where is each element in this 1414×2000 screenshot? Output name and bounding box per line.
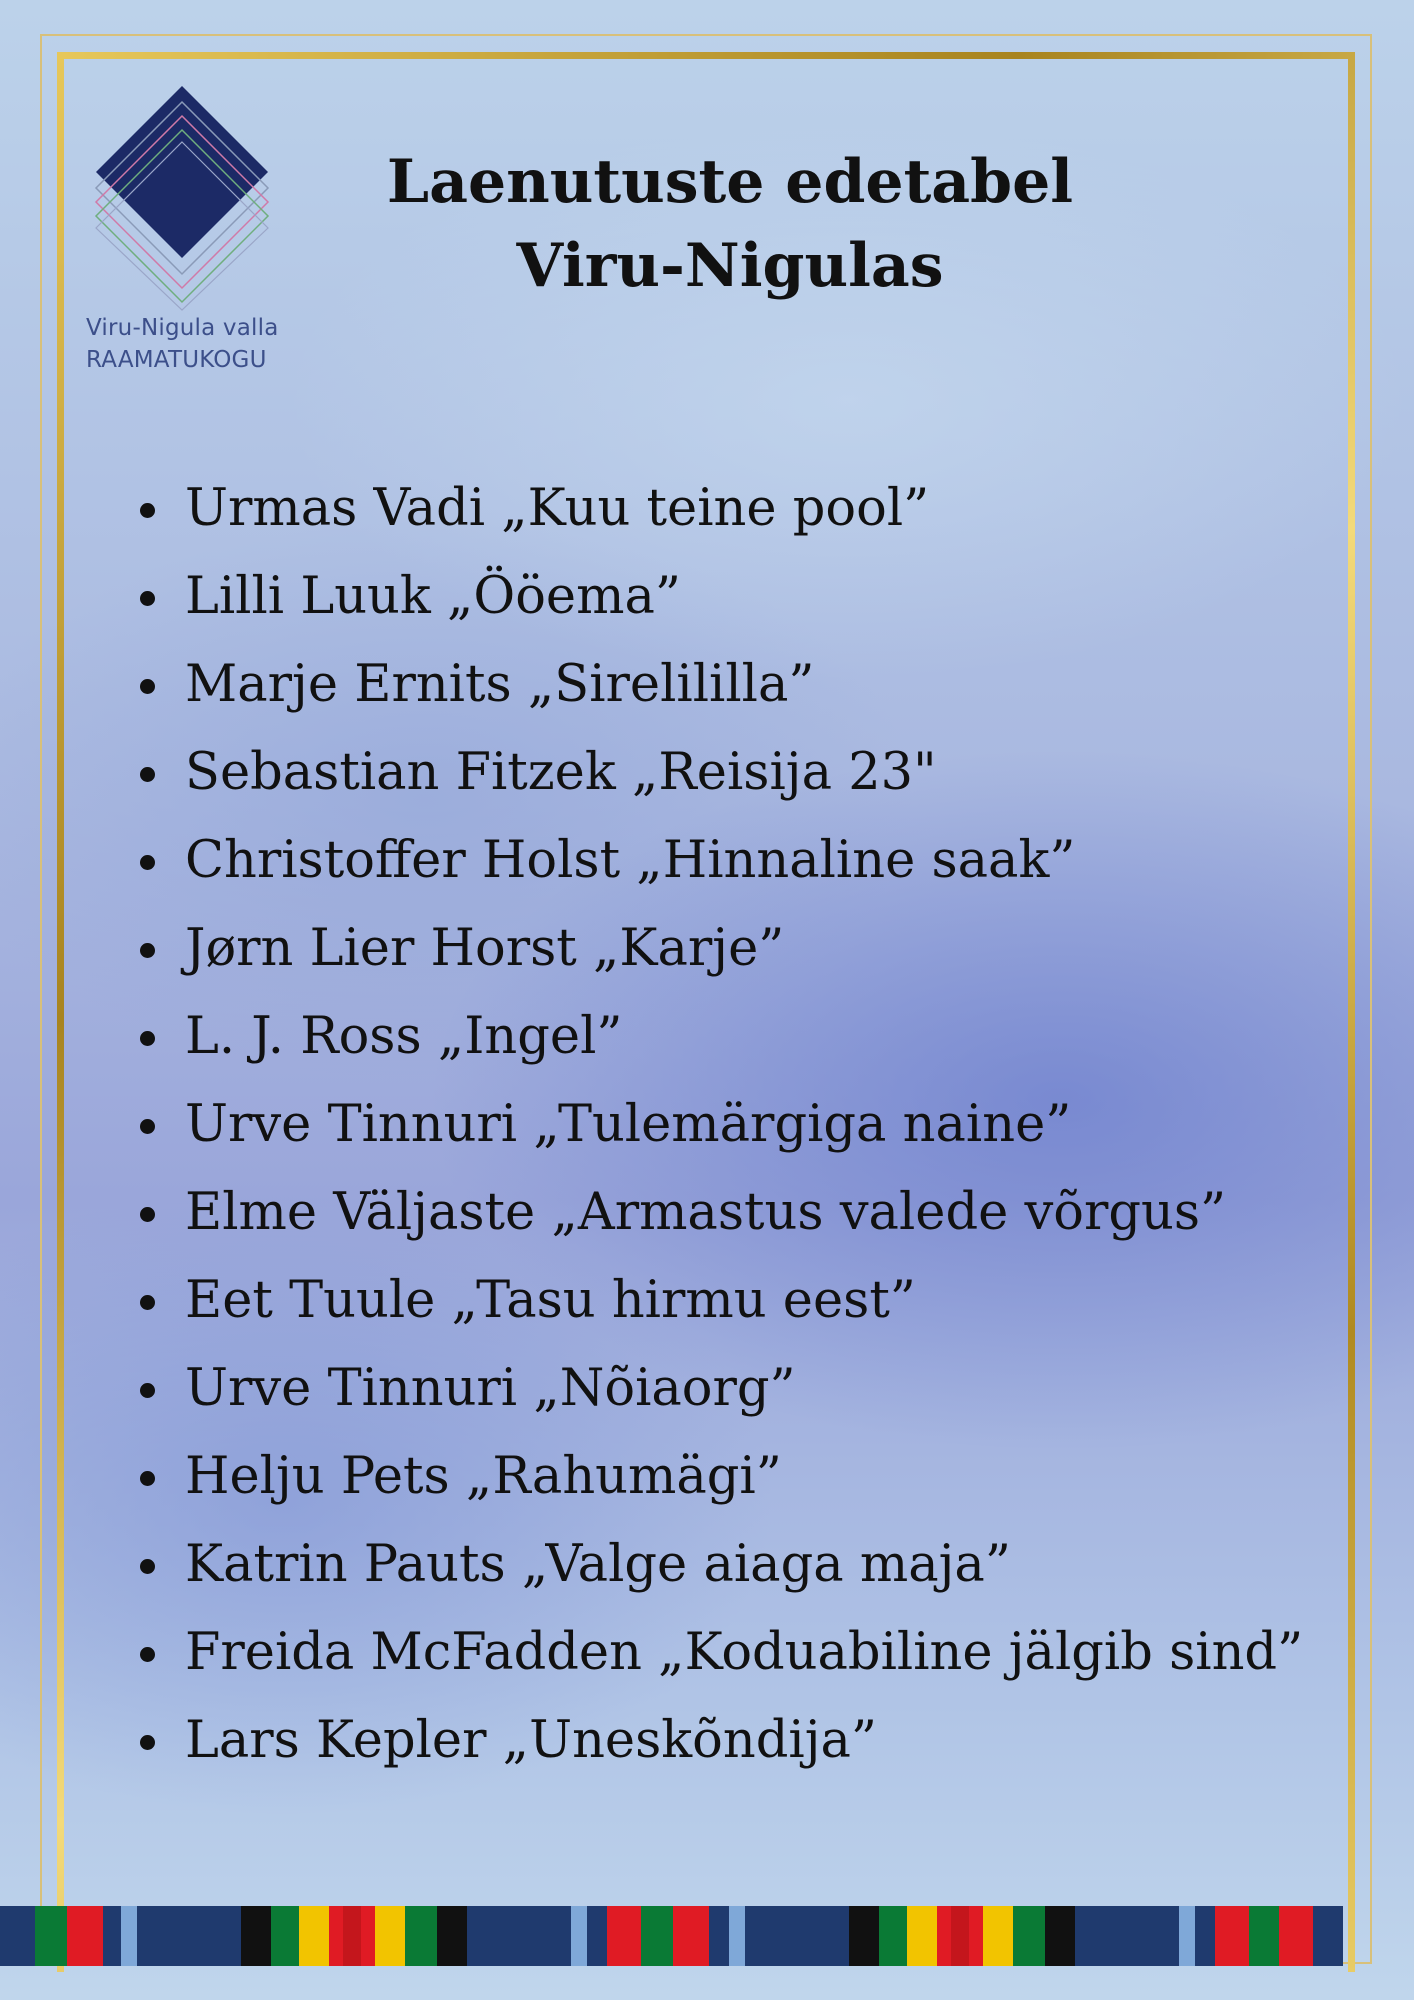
list-item xyxy=(130,1169,1350,1257)
stripe-segment xyxy=(67,1906,103,1966)
diamond-logo-icon xyxy=(80,82,310,312)
book-entry: Elme Väljaste „Armastus valede võrgus” xyxy=(185,1183,1227,1242)
stripe-segment xyxy=(1179,1906,1195,1966)
book-entry: Marje Ernits „Sirelililla” xyxy=(185,655,815,714)
book-entry: Urmas Vadi „Kuu teine pool” xyxy=(185,479,930,538)
stripe-segment xyxy=(1195,1906,1215,1966)
stripe-segment xyxy=(937,1906,951,1966)
library-logo xyxy=(80,82,310,382)
stripe-segment xyxy=(137,1906,241,1966)
stripe-segment xyxy=(1279,1906,1313,1966)
stripe-segment xyxy=(467,1906,571,1966)
bullet-icon xyxy=(140,1647,155,1662)
book-entry: Urve Tinnuri „Tulemärgiga naine” xyxy=(185,1095,1072,1154)
list-item xyxy=(130,1081,1350,1169)
stripe-segment xyxy=(35,1906,67,1966)
list-item xyxy=(130,729,1350,817)
stripe-segment xyxy=(271,1906,299,1966)
book-entry: Helju Pets „Rahumägi” xyxy=(185,1447,782,1506)
stripe-segment xyxy=(241,1906,271,1966)
bullet-icon xyxy=(140,855,155,870)
bullet-icon xyxy=(140,1559,155,1574)
bullet-icon xyxy=(140,503,155,518)
list-item xyxy=(130,1345,1350,1433)
book-entry: Eet Tuule „Tasu hirmu eest” xyxy=(185,1271,916,1330)
stripe-segment xyxy=(0,1906,35,1966)
list-item xyxy=(130,1609,1350,1697)
bullet-icon xyxy=(140,1383,155,1398)
stripe-segment xyxy=(849,1906,879,1966)
logo-line-2: RAAMATUKOGU xyxy=(86,347,267,373)
list-item xyxy=(130,641,1350,729)
stripe-segment xyxy=(343,1906,361,1966)
list-item xyxy=(130,553,1350,641)
title-line-1: Laenutuste edetabel xyxy=(386,147,1074,217)
book-entry: Freida McFadden „Koduabiline jälgib sind” xyxy=(185,1623,1304,1682)
book-entry: Jørn Lier Horst „Karje” xyxy=(185,919,785,978)
title-line-2: Viru-Nigulas xyxy=(516,231,944,301)
list-item xyxy=(130,993,1350,1081)
book-entry: L. J. Ross „Ingel” xyxy=(185,1007,623,1066)
bullet-icon xyxy=(140,1207,155,1222)
stripe-segment xyxy=(121,1906,137,1966)
stripe-segment xyxy=(1045,1906,1075,1966)
stripe-segment xyxy=(1313,1906,1343,1966)
stripe-segment xyxy=(907,1906,937,1966)
stripe-segment xyxy=(375,1906,405,1966)
stripe-segment xyxy=(879,1906,907,1966)
book-entry: Christoffer Holst „Hinnaline saak” xyxy=(185,831,1076,890)
stripe-segment xyxy=(587,1906,607,1966)
logo-line-1: Viru-Nigula valla xyxy=(86,315,279,341)
stripe-segment xyxy=(641,1906,673,1966)
bullet-icon xyxy=(140,1031,155,1046)
stripe-segment xyxy=(1249,1906,1279,1966)
stripe-segment xyxy=(969,1906,983,1966)
bullet-icon xyxy=(140,591,155,606)
stripe-segment xyxy=(571,1906,587,1966)
stripe-segment xyxy=(673,1906,709,1966)
bullet-icon xyxy=(140,1119,155,1134)
stripe-segment xyxy=(1215,1906,1249,1966)
stripe-segment xyxy=(951,1906,969,1966)
list-item xyxy=(130,1433,1350,1521)
logo-text xyxy=(86,312,316,376)
stripe-segment xyxy=(709,1906,729,1966)
stripe-segment xyxy=(983,1906,1013,1966)
stripe-segment xyxy=(1013,1906,1045,1966)
stripe-segment xyxy=(361,1906,375,1966)
book-entry: Lars Kepler „Uneskõndija” xyxy=(185,1711,877,1770)
page-title xyxy=(330,140,1130,308)
stripe-segment xyxy=(103,1906,121,1966)
book-entry: Sebastian Fitzek „Reisija 23" xyxy=(185,743,937,802)
book-entry: Lilli Luuk „Ööema” xyxy=(185,567,681,626)
list-item xyxy=(130,817,1350,905)
book-list xyxy=(130,465,1350,1785)
stripe-segment xyxy=(405,1906,437,1966)
stripe-segment xyxy=(1075,1906,1179,1966)
list-item xyxy=(130,1521,1350,1609)
bullet-icon xyxy=(140,679,155,694)
book-entry: Urve Tinnuri „Nõiaorg” xyxy=(185,1359,796,1418)
bullet-icon xyxy=(140,1471,155,1486)
bullet-icon xyxy=(140,1295,155,1310)
bullet-icon xyxy=(140,943,155,958)
bullet-icon xyxy=(140,767,155,782)
stripe-segment xyxy=(729,1906,745,1966)
book-entry: Katrin Pauts „Valge aiaga maja” xyxy=(185,1535,1011,1594)
list-item xyxy=(130,905,1350,993)
stripe-segment xyxy=(745,1906,849,1966)
bullet-icon xyxy=(140,1735,155,1750)
list-item xyxy=(130,1697,1350,1785)
list-item xyxy=(130,1257,1350,1345)
folk-pattern-stripe xyxy=(0,1906,1414,1966)
stripe-segment xyxy=(329,1906,343,1966)
stripe-segment xyxy=(299,1906,329,1966)
stripe-segment xyxy=(437,1906,467,1966)
list-item xyxy=(130,465,1350,553)
stripe-segment xyxy=(607,1906,641,1966)
